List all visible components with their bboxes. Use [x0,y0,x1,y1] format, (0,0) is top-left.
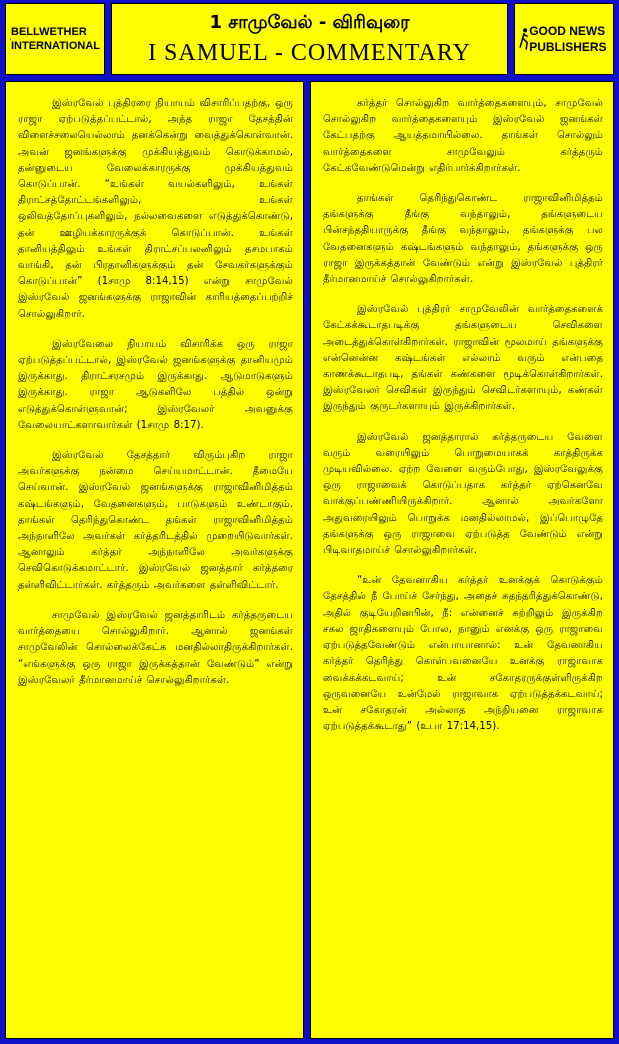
paragraph: இஸ்ரவேல் புத்திரர் சாமுவேலின் வார்த்தைகளைக் கேட்கக்கூடாதபடிக்கு தங்களுடைய செவிகளை அடைத்துக்கொள்கிறார்கள். ராஜாவின் மூலமாய் தங்களுக்கு என்னென்ன கஷ்டங்கள் எல்லாம் வரும் என்பதை காணக்கூடாதபடி, தங்கள் கண்களை மூடிக்கொள்கிறார்கள். இஸ்ரவேலர் செவிகள் இருந்தும் செவிடர்களாயும், கண்கள் இருந்தும் குருடர்களாயும் இருக்கிறார்கள். [323,304,603,413]
title-banner [111,3,508,75]
paragraph: இஸ்ரவேல் ஜனத்தாரால் கர்த்தருடைய வேளை வரும் வரையிலும் பொறுமையாகக் காத்திருக்க முடியவில்லை. ஏற்ற வேளை வரும்போது, இஸ்ரவேலுக்கு ஒரு ராஜாவைக் கொடுப்பதாக கர்த்தர் ஏற்கெனவே வாக்குப்பண்ணியிருக்கிறார். ஆனால் அவர்களோ அதுவரையிலும் பொறுக்க மனதில்லாமல், இப்பொழுதே தங்களுக்கு ஒரு ராஜாவை ஏற்படுத்த வேண்டும் என்று பிடிவாதமாய்ச் சொல்லுகிறார்கள். [323,431,603,557]
bellwether-logo [5,3,105,75]
logo-right-text: GOOD NEWS PUBLISHERS [529,24,607,54]
paragraph: இஸ்ரவேல் தேசத்தார் விரும்புகிற ராஜா அவர்களுக்கு நன்மை செய்யமாட்டான். தீமையே செய்வான். இஸ்ரவேல் ஜனங்களுக்கு ராஜாவினிமித்தம் கஷ்டங்களும், வேதனைகளும், பாடுகளும் உண்டாகும். தாங்கள் தெரிந்துகொண்ட தங்கள் ராஜாவினிமித்தம் அந்நாளிலே அவர்கள் கர்த்தரிடத்தில் முறையிடுவார்கள். ஆனாலும் கர்த்தர் அந்நாளிலே அவர்களுக்கு செவிகொடுக்கமாட்டார். இஸ்ரவேல் ஜனத்தார் கர்த்தரை தள்ளிவிட்டார்கள். கர்த்தரும் அவர்களை தள்ளிவிட்டார். [18,450,293,591]
left-column [5,81,304,1039]
runner-icon [519,16,529,62]
paragraph: தாங்கள் தெரிந்துகொண்ட ராஜாவினிமித்தம் தங்களுக்கு தீங்கு வந்தாலும், தங்களுடைய பின்சந்ததியாருக்கு தீங்கு வந்தாலும், தங்களுக்கு பல வேதனைகளும் கஷ்டங்களும் வந்தாலும், தங்களுக்கு ஒரு ராஜா இருக்கத்தான் வேண்டும் என்று இஸ்ரவேல் புத்திரர் தீர்மானமாய்ச் சொல்லுகிறார்கள். [323,193,603,286]
good-news-logo [514,3,614,75]
paragraph: இஸ்ரவேலை நியாயம் விசாரிக்க ஒரு ராஜா ஏற்படுத்தப்பட்டால், இஸ்ரவேல் ஜனங்களுக்கு தானியமும் இருக்காது. திராட்சரசமும் இருக்காது. ஆடுமாடுகளும் இருக்காது. ராஜா ஆடுகளிலே பத்தில் ஒன்று எடுத்துக்கொள்ளுவான்; இஸ்ரவேலர் அவனுக்கு வேலையாட்களாவார்கள் (1சாமு 8:17). [18,338,293,431]
logo-left-text: BELLWETHER INTERNATIONAL [11,26,101,52]
paragraph: கர்த்தர் சொல்லுகிற வார்த்தைகளையும், சாமுவேல் சொல்லுகிற வார்த்தைகளையும் இஸ்ரவேல் ஜனங்கள் கேட்பதற்கு ஆயத்தமாயில்லை. தாங்கள் சொல்லும் வார்த்தைகளை சாமுவேலும் கர்த்தரும் கேட்கவேண்டுமென்று எதிர்பார்க்கிறார்கள். [323,98,603,174]
right-column [310,81,614,1039]
page-title-tamil: 1 சாமுவேல் - விரிவுரை [209,12,410,33]
paragraph: இஸ்ரவேல் புத்திரரை நியாயம் விசாரிப்பதற்கு, ஒரு ராஜா ஏற்படுத்தப்பட்டால், அந்த ராஜா தேசத்தின் விளைச்சலையெல்லாம் தனக்கென்று வைத்துக்கொள்வான். அவன் ஜனங்களுக்கு முக்கியத்துவம் கொடுக்காமல், தன்னுடைய வேலைக்காரருக்கு முக்கியத்துவம் கொடுப்பான். “உங்கள் வயல்களிலும், உங்கள் திராட்சத்தோட்டங்களிலும், உங்கள் ஒலிவத்தோப்புகளிலும், நல்லவைகளை எடுத்துக்கொண்டு, தன் ஊழியக்காரருக்குக் கொடுப்பான். உங்கள் தானியத்திலும் உங்கள் திராட்சப்பலனிலும் தசமபாகம் வாங்கி, தன் பிரதானிகளுக்கும் தன் சேவகர்களுக்கும் கொடுப்பான்” (1சாமு 8:14,15) என்று சாமுவேல் இஸ்ரவேல் ஜனங்களுக்கு ராஜாவின் காரியத்தைப்பற்றிச் சொல்லுகிறார். [18,98,293,320]
paragraph: “உன் தேவனாகிய கர்த்தர் உனக்குக் கொடுக்கும் தேசத்தில் நீ போய்ச் சேர்ந்து, அதைச் சுதந்தரித்துக்கொண்டு, அதில் குடியேறினபின், நீ: என்னைச் சுற்றிலும் இருக்கிற சகல ஜாதிகளையும் போல, நானும் எனக்கு ஒரு ராஜாவை ஏற்படுத்தவேண்டும் என்பாயானால்: உன் தேவனாகிய கர்த்தர் தெரிந்து கொள்பவனையே உனக்கு ராஜாவாக வைக்கக்கடவாய்; உன் சகோதரருக்குள்ளிருக்கிற ஒருவனையே உன்மேல் ராஜாவாக ஏற்படுத்தக்கடவாய்; உன் சகோதரன் அல்லாத அந்நியனை ராஜாவாக ஏற்படுத்தக்கூடாது” (உபா 17:14,15). [323,575,603,733]
page-title-english: I SAMUEL - COMMENTARY [148,40,471,66]
paragraph: சாமுவேல் இஸ்ரவேல் ஜனத்தாரிடம் கர்த்தருடைய வார்த்தையை சொல்லுகிறார். ஆனால் ஜனங்கள் சாமுவேலின் சொல்லைக்கேட்க மனதில்லாதிருக்கிறார்கள். “எங்களுக்கு ஒரு ராஜா இருக்கத்தான் வேண்டும்” என்று இஸ்ரவேலர் தீர்மானமாய்ச் சொல்லுகிறார்கள். [18,609,293,686]
